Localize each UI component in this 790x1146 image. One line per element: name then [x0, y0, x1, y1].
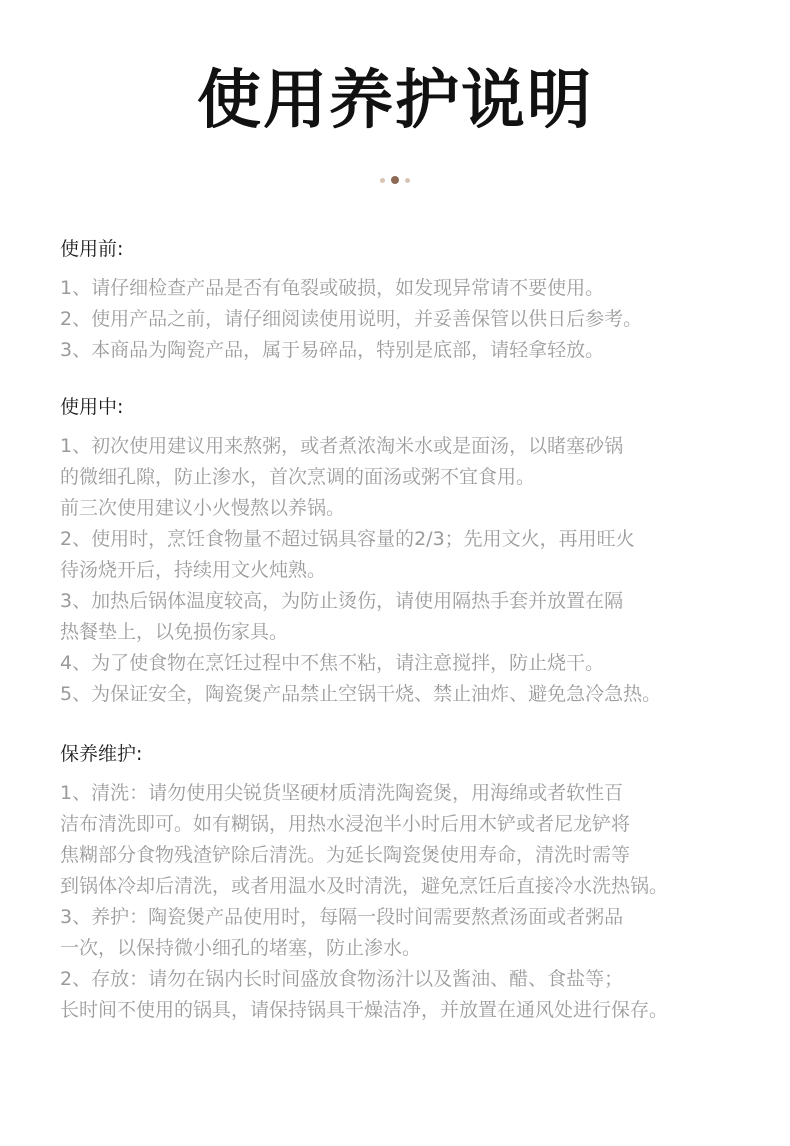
instruction-line: 热餐垫上，以免损伤家具。	[60, 621, 289, 643]
instruction-line: 2、使用产品之前，请仔细阅读使用说明，并妥善保管以供日后参考。	[60, 308, 643, 330]
section-heading: 保养维护:	[60, 743, 143, 765]
page-title: 使用养护说明	[197, 64, 593, 138]
section-before-use	[60, 235, 760, 366]
dot-icon	[380, 178, 385, 183]
instruction-line: 1、请仔细检查产品是否有龟裂或破损，如发现异常请不要使用。	[60, 277, 605, 299]
section-during-use	[60, 393, 760, 710]
section-heading: 使用中:	[60, 396, 124, 418]
section-heading: 使用前:	[60, 238, 124, 260]
instruction-line: 到锅体冷却后清洗，或者用温水及时清洗，避免烹饪后直接冷水洗热锅。	[60, 875, 669, 897]
decorative-dots	[0, 176, 790, 184]
section-maintenance	[60, 740, 760, 1026]
dot-icon	[405, 178, 410, 183]
instruction-line: 2、使用时，烹饪食物量不超过锅具容量的2/3；先用文火，再用旺火	[60, 528, 635, 550]
instruction-line: 1、初次使用建议用来熬粥，或者煮浓淘米水或是面汤，以睹塞砂锅	[60, 435, 624, 457]
instruction-line: 3、养护：陶瓷煲产品使用时，每隔一段时间需要熬煮汤面或者粥品	[60, 906, 624, 928]
instruction-line: 3、本商品为陶瓷产品，属于易碎品，特别是底部，请轻拿轻放。	[60, 339, 605, 361]
instruction-line: 焦糊部分食物残渣铲除后清洗。为延长陶瓷煲使用寿命，清洗时需等	[60, 844, 631, 866]
instruction-line: 的微细孔隙，防止渗水，首次烹调的面汤或粥不宜食用。	[60, 466, 536, 488]
dot-icon	[391, 176, 399, 184]
instruction-line: 洁布清洗即可。如有糊锅，用热水浸泡半小时后用木铲或者尼龙铲将	[60, 813, 631, 835]
instruction-line: 3、加热后锅体温度较高，为防止烫伤，请使用隔热手套并放置在隔	[60, 590, 624, 612]
instruction-line: 长时间不使用的锅具，请保持锅具干燥洁净，并放置在通风处进行保存。	[60, 999, 669, 1021]
instruction-line: 5、为保证安全，陶瓷煲产品禁止空锅干烧、禁止油炸、避免急冷急热。	[60, 683, 662, 705]
instruction-line: 2、存放：请勿在锅内长时间盛放食物汤汁以及酱油、醋、食盐等；	[60, 968, 624, 990]
instruction-line: 4、为了使食物在烹饪过程中不焦不粘，请注意搅拌，防止烧干。	[60, 652, 605, 674]
instruction-line: 前三次使用建议小火慢熬以养锅。	[60, 497, 346, 519]
instruction-line: 待汤烧开后，持续用文火炖熟。	[60, 559, 327, 581]
instruction-line: 1、清洗：请勿使用尖锐货坚硬材质清洗陶瓷煲，用海绵或者软性百	[60, 782, 624, 804]
instruction-line: 一次，以保持微小细孔的堵塞，防止渗水。	[60, 937, 422, 959]
